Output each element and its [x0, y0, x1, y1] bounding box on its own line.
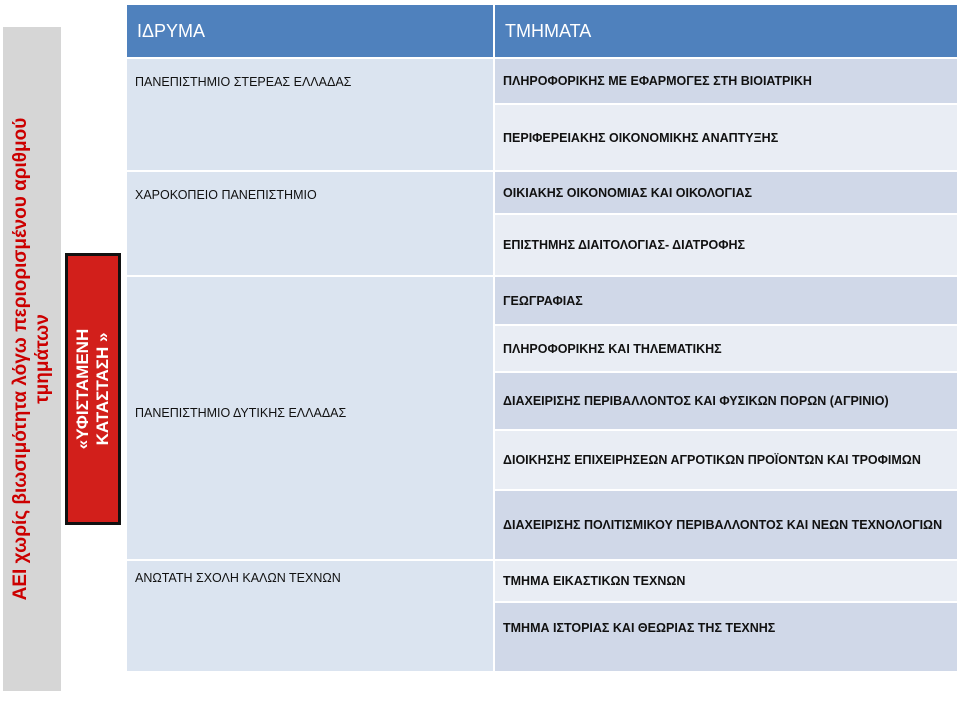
status-badge-line-2: ΚΑΤΑΣΤΑΣΗ »: [93, 332, 112, 446]
department-cell: ΔΙΑΧΕΙΡΙΣΗΣ ΠΟΛΙΤΙΣΜΙΚΟΥ ΠΕΡΙΒΑΛΛΟΝΤΟΣ ΚΑΙ ΝΕΩΝ ΤΕΧΝΟΛΟΓΙΩΝ: [494, 490, 958, 560]
table-row: [126, 58, 958, 104]
department-cell: ΠΛΗΡΟΦΟΡΙΚΗΣ ΜΕ ΕΦΑΡΜΟΓΕΣ ΣΤΗ ΒΙΟΙΑΤΡΙΚΗ: [494, 58, 958, 104]
table-row: [126, 560, 958, 602]
institution-label: ΠΑΝΕΠΙΣΤΗΜΙΟ ΔΥΤΙΚΗΣ ΕΛΛΑΔΑΣ: [135, 406, 347, 420]
department-cell: ΠΕΡΙΦΕΡΕΙΑΚΗΣ ΟΙΚΟΝΟΜΙΚΗΣ ΑΝΑΠΤΥΞΗΣ: [494, 104, 958, 171]
institution-cell: ΑΝΩΤΑΤΗ ΣΧΟΛΗ ΚΑΛΩΝ ΤΕΧΝΩΝ: [126, 560, 494, 672]
side-label-panel: [3, 27, 61, 691]
header-institution: ΙΔΡΥΜΑ: [126, 4, 494, 58]
status-badge-text: [68, 256, 118, 522]
table-header-row: [126, 4, 958, 58]
status-badge: [65, 253, 121, 525]
department-cell: ΟΙΚΙΑΚΗΣ ΟΙΚΟΝΟΜΙΑΣ ΚΑΙ ΟΙΚΟΛΟΓΙΑΣ: [494, 171, 958, 214]
department-cell: ΠΛΗΡΟΦΟΡΙΚΗΣ ΚΑΙ ΤΗΛΕΜΑΤΙΚΗΣ: [494, 325, 958, 372]
department-cell: ΤΜΗΜΑ ΕΙΚΑΣΤΙΚΩΝ ΤΕΧΝΩΝ: [494, 560, 958, 602]
department-cell: ΓΕΩΓΡΑΦΙΑΣ: [494, 276, 958, 325]
department-cell: ΔΙΑΧΕΙΡΙΣΗΣ ΠΕΡΙΒΑΛΛΟΝΤΟΣ ΚΑΙ ΦΥΣΙΚΩΝ ΠΟΡΩΝ (ΑΓΡΙΝΙΟ): [494, 372, 958, 430]
institution-cell: ΠΑΝΕΠΙΣΤΗΜΙΟ ΣΤΕΡΕΑΣ ΕΛΛΑΔΑΣ: [126, 58, 494, 171]
side-label: [3, 27, 61, 691]
institution-cell: [126, 276, 494, 560]
table-row: [126, 171, 958, 214]
department-cell: ΕΠΙΣΤΗΜΗΣ ΔΙΑΙΤΟΛΟΓΙΑΣ- ΔΙΑΤΡΟΦΗΣ: [494, 214, 958, 276]
department-cell: ΤΜΗΜΑ ΙΣΤΟΡΙΑΣ ΚΑΙ ΘΕΩΡΙΑΣ ΤΗΣ ΤΕΧΝΗΣ: [494, 602, 958, 672]
table-row: [126, 276, 958, 325]
header-departments: ΤΜΗΜΑΤΑ: [494, 4, 958, 58]
institutions-table: [125, 3, 959, 673]
department-cell: ΔΙΟΙΚΗΣΗΣ ΕΠΙΧΕΙΡΗΣΕΩΝ ΑΓΡΟΤΙΚΩΝ ΠΡΟΪΟΝΤΩΝ ΚΑΙ ΤΡΟΦΙΜΩΝ: [494, 430, 958, 490]
institution-cell: ΧΑΡΟΚΟΠΕΙΟ ΠΑΝΕΠΙΣΤΗΜΙΟ: [126, 171, 494, 276]
status-badge-line-1: «ΥΦΙΣΤΑΜΕΝΗ: [73, 328, 92, 450]
side-label-line-2: τμημάτων: [32, 314, 53, 404]
side-label-line-1: ΑΕΙ χωρίς βιωσιμότητα λόγω περιορισμένου αριθμού: [10, 117, 31, 601]
